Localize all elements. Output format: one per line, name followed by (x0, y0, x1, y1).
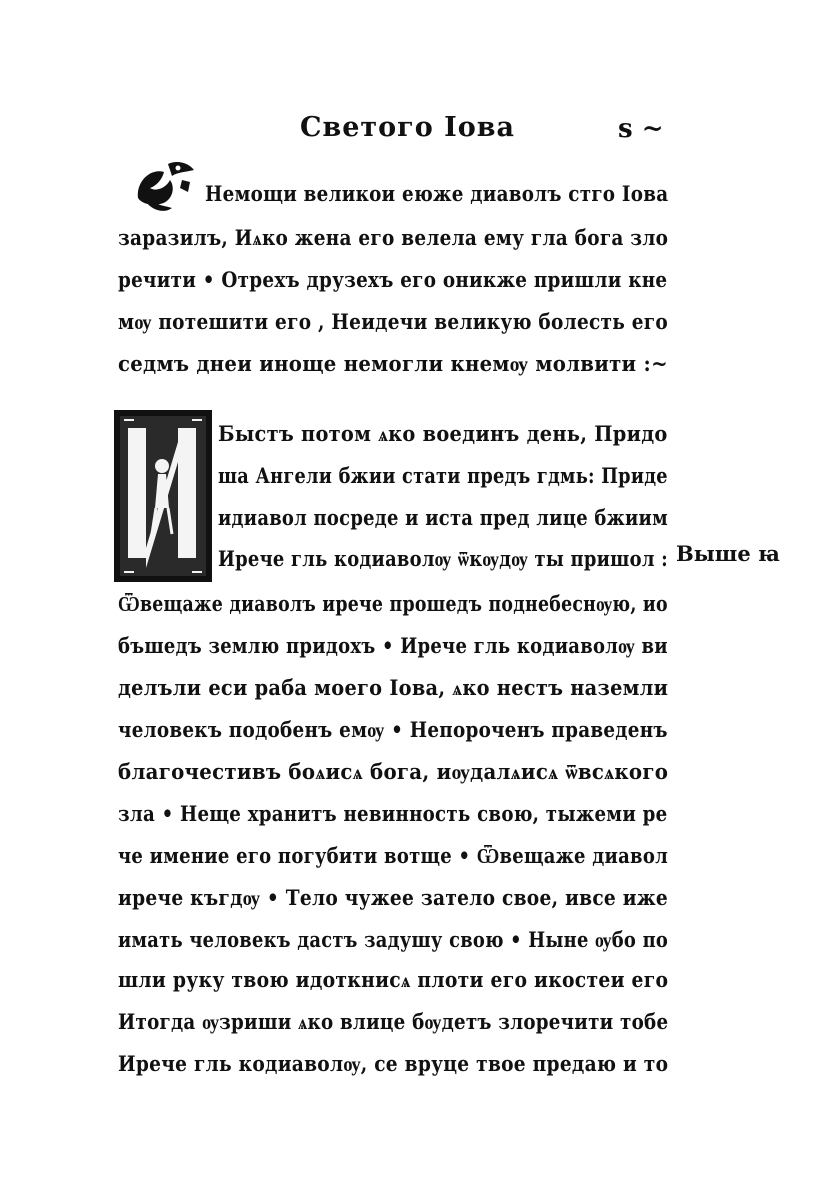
text-line: седмъ днеи иноще немогли кнемѹ молвити :~ (118, 351, 668, 376)
text-line: Немощи великои еюже диаволъ стго Іова (205, 181, 669, 206)
text-line: заразилъ, Иѧко жена его велела ему гла бога зло (118, 225, 669, 250)
text-line: иречe къгдѹ • Тело чужее зателo свое, ивсе иже (118, 885, 669, 910)
text-line: идиавол посреде и иста пред лице бжиим (218, 505, 668, 530)
text-line: речити • Отрехъ друзехъ его оникже пришли кне (118, 267, 668, 292)
decorated-initial-letter-icon (112, 408, 214, 584)
text-line: зла • Неще хранитъ невинность свою, тыжеми ре (118, 801, 668, 826)
text-line: бъшедъ землю придохъ • Иречe гль кодиаволѹ ви (118, 633, 668, 658)
text-line: Иречe гль кодиаволѹ, се вруце твое предаю и то (118, 1051, 669, 1076)
text-line: Иречe гль кодиаволѹ ѿкѹдѹ ты пришол : (218, 546, 669, 571)
text-line: шли руку твою идоткнисѧ плоти его икостеи его (118, 967, 669, 992)
text-line: благочестивъ боѧисѧ бога, иѹдалѧисѧ ѿвсѧкого (118, 759, 669, 784)
text-line: человекъ подобенъ емѹ • Непорочeнъ праведенъ (118, 717, 668, 742)
floral-ornament-icon (132, 158, 204, 218)
running-title: Светого Іова (300, 112, 516, 143)
text-line: имать человекъ дастъ задушу свою • Ныне ѹбо по (118, 927, 669, 952)
text-line: делъли еси раба моего Іова, ѧко нестъ наземли (118, 675, 669, 700)
text-line: че имение его погубити вотще • Ѿвещаже диавол (118, 843, 669, 868)
text-line: Ѿвещаже диаволъ иречe прошедъ поднебеснѹю, ио (118, 591, 668, 616)
text-line: мѹ потешити его , Неидечи великую болесть его (118, 309, 669, 334)
text-line: Быстъ потом ѧко воединъ день, Придо (218, 421, 668, 446)
folio-number: ѕ ~ (618, 114, 664, 144)
margin-note: Выше ꙗ (676, 541, 780, 566)
text-line: Итогда ѹзриши ѧко влице бѹдетъ злоречити тобе (118, 1009, 669, 1034)
text-line: ша Ангели бжии стати предъ гдмь: Приде (218, 463, 668, 488)
